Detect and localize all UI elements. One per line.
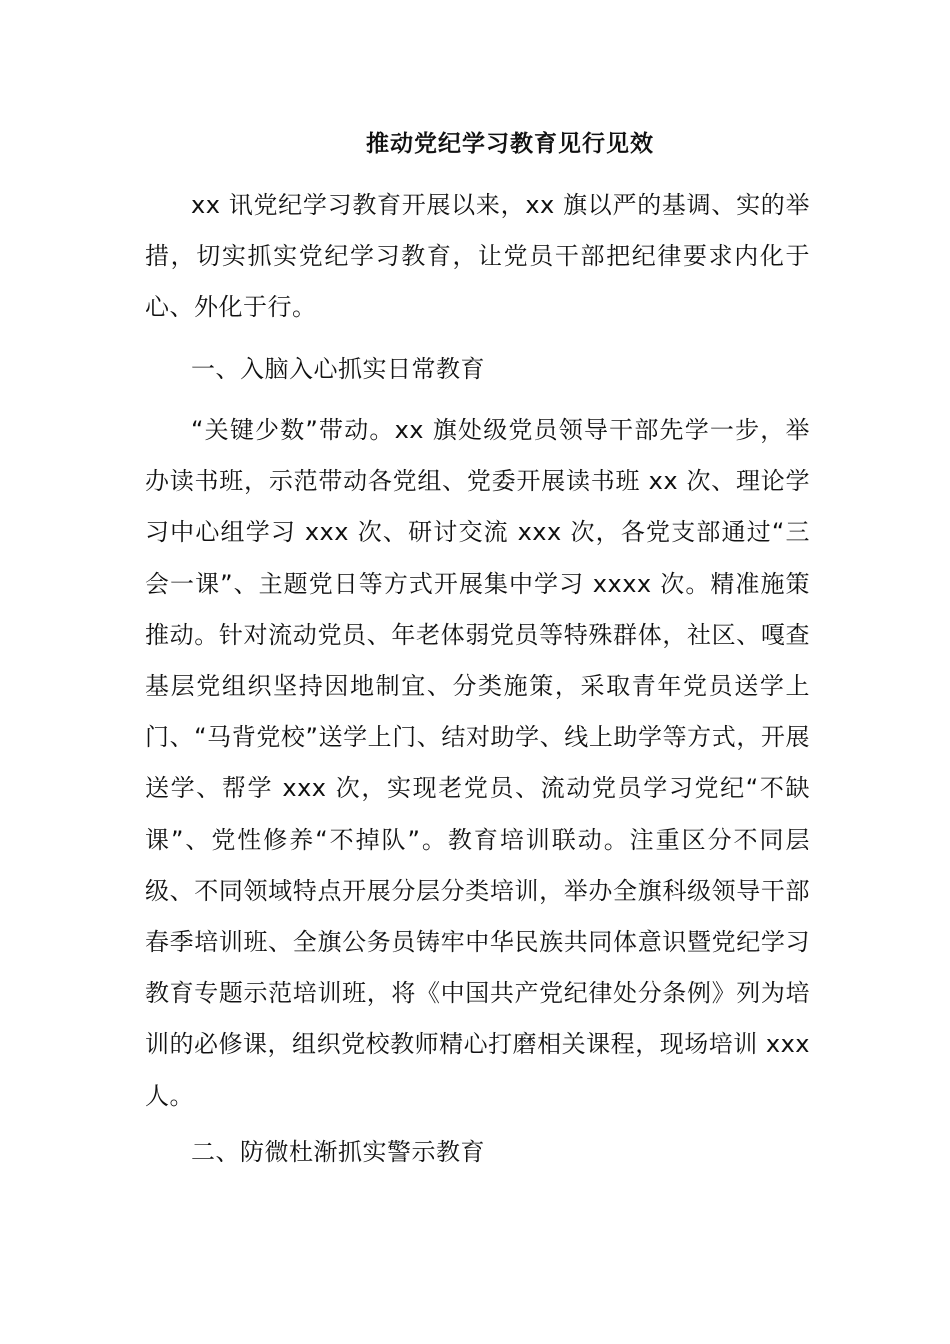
section-1-body: “关键少数”带动。xx 旗处级党员领导干部先学一步，举办读书班，示范带动各党组、党委开展读书班 xx 次、理论学习中心组学习 xxx 次、研讨交流 xxx 次，各党支部通过“三会一课”、主题党日等方式开展集中学习 xxxx 次。精准施策推动。针对流动党员、年老体弱党员等特殊群体，社区、嘎查基层党组织坚持因地制宜、分类施策，采取青年党员送学上门、“马背党校”送学上门、结对助学、线上助学等方式，开展送学、帮学 xxx 次，实现老党员、流动党员学习党纪“不缺课”、党性修养“不掉队”。教育培训联动。注重区分不同层级、不同领域特点开展分层分类培训，举办全旗科级领导干部春季培训班、全旗公务员铸牢中华民族共同体意识暨党纪学习教育专题示范培训班，将《中国共产党纪律处分条例》列为培训的必修课，组织党校教师精心打磨相关课程，现场培训 xxx 人。 xyxy=(145,416,810,1110)
section-2-heading: 二、防微杜渐抓实警示教育 xyxy=(191,1138,485,1166)
document-title: 推动党纪学习教育见行见效 xyxy=(366,131,654,157)
section-1-heading: 一、入脑入心抓实日常教育 xyxy=(191,355,485,383)
intro-paragraph: xx 讯党纪学习教育开展以来，xx 旗以严的基调、实的举措，切实抓实党纪学习教育，让党员干部把纪律要求内化于心、外化于行。 xyxy=(145,191,810,322)
